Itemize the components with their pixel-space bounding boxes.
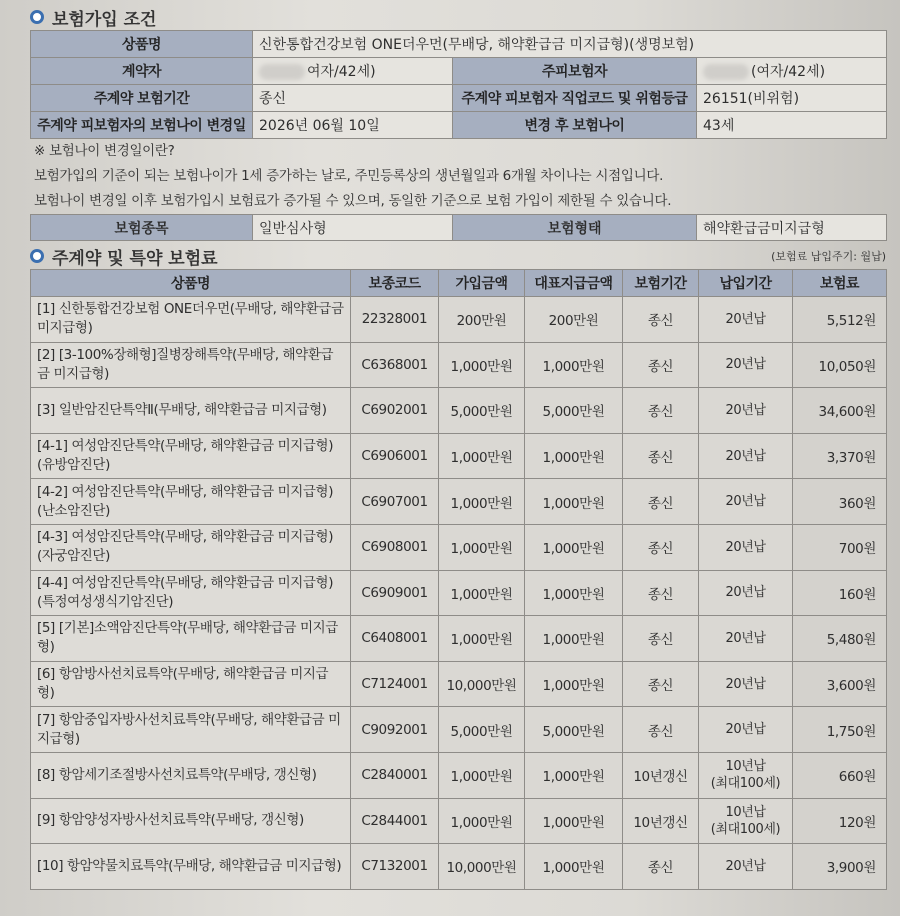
header-name: 상품명 [31, 270, 351, 297]
notes-heading: ※ 보험나이 변경일이란? [34, 143, 175, 159]
row-code: C6907001 [351, 479, 439, 525]
row-product-name: [6] 항암방사선치료특약(무배당, 해약환급금 미지급형) [31, 661, 351, 707]
row-rep-amount: 1,000만원 [525, 844, 623, 890]
premium-title-text: 주계약 및 특약 보험료 [52, 248, 218, 269]
bullet-icon [30, 10, 44, 24]
row-product-name: [9] 항암양성자방사선치료특약(무배당, 갱신형) [31, 798, 351, 844]
term-row [31, 85, 887, 112]
row-rep-amount: 1,000만원 [525, 433, 623, 479]
row-rep-amount: 5,000만원 [525, 707, 623, 753]
row-period: 종신 [623, 524, 699, 570]
payment-cycle-note: (보험료 납입주기: 월납) [771, 250, 886, 263]
term-value: 종신 [253, 85, 453, 112]
bullet-icon [30, 249, 44, 263]
row-pay-period-main: 20년납 [725, 311, 766, 327]
row-pay-period-main: 20년납 [725, 858, 766, 874]
row-premium: 160원 [793, 570, 887, 616]
row-pay-period-main: 20년납 [725, 539, 766, 555]
premium-table-body [31, 297, 887, 890]
insurance-type-table [30, 214, 887, 241]
row-pay-period [699, 479, 793, 525]
row-premium: 5,480원 [793, 616, 887, 662]
row-code: C2844001 [351, 798, 439, 844]
age-change-notes [30, 139, 886, 214]
row-amount: 5,000만원 [439, 707, 525, 753]
row-pay-period-main: 20년납 [725, 357, 766, 373]
row-code: C9092001 [351, 707, 439, 753]
conditions-table [30, 30, 887, 139]
redacted-name [259, 64, 305, 80]
row-product-name: [10] 항암약물치료특약(무배당, 해약환급금 미지급형) [31, 844, 351, 890]
table-row [31, 524, 887, 570]
table-row [31, 707, 887, 753]
job-label: 주계약 피보험자 직업코드 및 위험등급 [453, 85, 697, 112]
row-amount: 1,000만원 [439, 616, 525, 662]
conditions-title-text: 보험가입 조건 [52, 9, 157, 30]
insured-cell [697, 58, 887, 85]
row-product-name: [4-1] 여성암진단특약(무배당, 해약환급금 미지급형)(유방암진단) [31, 433, 351, 479]
table-row [31, 479, 887, 525]
row-period: 10년갱신 [623, 752, 699, 798]
row-pay-period [699, 707, 793, 753]
row-code: C7132001 [351, 844, 439, 890]
term-label: 주계약 보험기간 [31, 85, 253, 112]
table-row [31, 844, 887, 890]
age-change-row [31, 112, 887, 139]
row-premium: 1,750원 [793, 707, 887, 753]
age-after-label: 변경 후 보험나이 [453, 112, 697, 139]
table-row [31, 798, 887, 844]
row-amount: 10,000만원 [439, 661, 525, 707]
job-value: 26151(비위험) [697, 85, 887, 112]
row-rep-amount: 1,000만원 [525, 798, 623, 844]
row-period: 종신 [623, 844, 699, 890]
row-premium: 10,050원 [793, 342, 887, 388]
row-product-name: [8] 항암세기조절방사선치료특약(무배당, 갱신형) [31, 752, 351, 798]
premium-section-title [30, 243, 218, 269]
row-rep-amount: 1,000만원 [525, 479, 623, 525]
row-period: 종신 [623, 661, 699, 707]
row-period: 종신 [623, 297, 699, 343]
row-rep-amount: 1,000만원 [525, 524, 623, 570]
row-pay-period [699, 297, 793, 343]
row-amount: 1,000만원 [439, 479, 525, 525]
table-row [31, 661, 887, 707]
header-period: 보험기간 [623, 270, 699, 297]
row-amount: 1,000만원 [439, 752, 525, 798]
row-period: 10년갱신 [623, 798, 699, 844]
row-premium: 700원 [793, 524, 887, 570]
row-product-name: [4-2] 여성암진단특약(무배당, 해약환급금 미지급형)(난소암진단) [31, 479, 351, 525]
premium-section-header [30, 243, 886, 269]
form-value: 해약환급금미지급형 [697, 215, 887, 241]
notes-line-1: 보험가입의 기준이 되는 보험나이가 1세 증가하는 날로, 주민등록상의 생년월일과 6개월 차이나는 시점입니다. [34, 168, 664, 184]
row-pay-period-main: 20년납 [725, 585, 766, 601]
row-pay-period [699, 798, 793, 844]
header-premium: 보험료 [793, 270, 887, 297]
row-pay-period-main: 20년납 [725, 630, 766, 646]
header-rep-amount: 대표지급금액 [525, 270, 623, 297]
row-rep-amount: 1,000만원 [525, 661, 623, 707]
row-premium: 120원 [793, 798, 887, 844]
row-product-name: [7] 항암중입자방사선치료특약(무배당, 해약환급금 미지급형) [31, 707, 351, 753]
row-premium: 660원 [793, 752, 887, 798]
kind-label: 보험종목 [31, 215, 253, 241]
row-product-name: [3] 일반암진단특약Ⅱ(무배당, 해약환급금 미지급형) [31, 388, 351, 434]
row-code: C6368001 [351, 342, 439, 388]
row-pay-period [699, 342, 793, 388]
row-pay-period-main: 10년납 [725, 759, 766, 775]
contractor-label: 계약자 [31, 58, 253, 85]
table-row [31, 616, 887, 662]
row-rep-amount: 200만원 [525, 297, 623, 343]
row-pay-period-main: 20년납 [725, 494, 766, 510]
kind-value: 일반심사형 [253, 215, 453, 241]
row-code: C6906001 [351, 433, 439, 479]
row-premium: 3,900원 [793, 844, 887, 890]
row-period: 종신 [623, 616, 699, 662]
row-pay-period-note: (최대100세) [710, 776, 781, 792]
premium-header-row [31, 270, 887, 297]
row-amount: 10,000만원 [439, 844, 525, 890]
row-pay-period [699, 661, 793, 707]
row-product-name: [4-4] 여성암진단특약(무배당, 해약환급금 미지급형)(특정여성생식기암진단) [31, 570, 351, 616]
age-change-label: 주계약 피보험자의 보험나이 변경일 [31, 112, 253, 139]
row-code: C2840001 [351, 752, 439, 798]
row-pay-period-note: (최대100세) [710, 821, 781, 837]
contractor-value: 여자/42세) [307, 64, 376, 80]
table-row [31, 297, 887, 343]
row-rep-amount: 1,000만원 [525, 570, 623, 616]
type-row [31, 215, 887, 241]
row-code: C6902001 [351, 388, 439, 434]
row-rep-amount: 5,000만원 [525, 388, 623, 434]
conditions-section-title [30, 4, 886, 30]
row-rep-amount: 1,000만원 [525, 342, 623, 388]
row-amount: 1,000만원 [439, 798, 525, 844]
row-period: 종신 [623, 342, 699, 388]
age-after-value: 43세 [697, 112, 887, 139]
row-rep-amount: 1,000만원 [525, 752, 623, 798]
insured-label: 주피보험자 [453, 58, 697, 85]
premium-table [30, 269, 887, 890]
row-product-name: [2] [3-100%장해형]질병장해특약(무배당, 해약환급금 미지급형) [31, 342, 351, 388]
row-period: 종신 [623, 707, 699, 753]
row-period: 종신 [623, 388, 699, 434]
row-pay-period-main: 20년납 [725, 402, 766, 418]
row-pay-period-main: 20년납 [725, 448, 766, 464]
row-amount: 5,000만원 [439, 388, 525, 434]
age-change-value: 2026년 06월 10일 [253, 112, 453, 139]
row-pay-period-main: 20년납 [725, 676, 766, 692]
table-row [31, 433, 887, 479]
product-label: 상품명 [31, 31, 253, 58]
row-amount: 1,000만원 [439, 524, 525, 570]
row-code: 22328001 [351, 297, 439, 343]
row-code: C7124001 [351, 661, 439, 707]
insured-value: (여자/42세) [751, 64, 826, 80]
table-row [31, 342, 887, 388]
row-premium: 3,370원 [793, 433, 887, 479]
row-pay-period [699, 616, 793, 662]
row-premium: 5,512원 [793, 297, 887, 343]
row-pay-period [699, 433, 793, 479]
row-code: C6909001 [351, 570, 439, 616]
row-code: C6908001 [351, 524, 439, 570]
contractor-row [31, 58, 887, 85]
row-rep-amount: 1,000만원 [525, 616, 623, 662]
row-amount: 1,000만원 [439, 342, 525, 388]
row-premium: 34,600원 [793, 388, 887, 434]
row-period: 종신 [623, 570, 699, 616]
row-amount: 1,000만원 [439, 433, 525, 479]
product-value: 신한통합건강보험 ONE더우먼(무배당, 해약환급금 미지급형)(생명보험) [253, 31, 887, 58]
row-period: 종신 [623, 479, 699, 525]
table-row [31, 570, 887, 616]
header-code: 보종코드 [351, 270, 439, 297]
row-code: C6408001 [351, 616, 439, 662]
row-amount: 1,000만원 [439, 570, 525, 616]
row-product-name: [1] 신한통합건강보험 ONE더우먼(무배당, 해약환급금 미지급형) [31, 297, 351, 343]
notes-line-2: 보험나이 변경일 이후 보험가입시 보험료가 증가될 수 있으며, 동일한 기준으로 보험 가입이 제한될 수 있습니다. [34, 193, 672, 209]
row-period: 종신 [623, 433, 699, 479]
row-amount: 200만원 [439, 297, 525, 343]
row-pay-period [699, 524, 793, 570]
row-pay-period-main: 20년납 [725, 722, 766, 738]
product-row [31, 31, 887, 58]
table-row [31, 752, 887, 798]
row-product-name: [4-3] 여성암진단특약(무배당, 해약환급금 미지급형)(자궁암진단) [31, 524, 351, 570]
row-pay-period [699, 752, 793, 798]
header-pay-period: 납입기간 [699, 270, 793, 297]
contractor-cell [253, 58, 453, 85]
row-pay-period [699, 570, 793, 616]
form-label: 보험형태 [453, 215, 697, 241]
row-premium: 360원 [793, 479, 887, 525]
header-amount: 가입금액 [439, 270, 525, 297]
row-pay-period [699, 388, 793, 434]
row-premium: 3,600원 [793, 661, 887, 707]
redacted-name [703, 64, 749, 80]
row-pay-period-main: 10년납 [725, 804, 766, 820]
table-row [31, 388, 887, 434]
row-pay-period [699, 844, 793, 890]
row-product-name: [5] [기본]소액암진단특약(무배당, 해약환급금 미지급형) [31, 616, 351, 662]
